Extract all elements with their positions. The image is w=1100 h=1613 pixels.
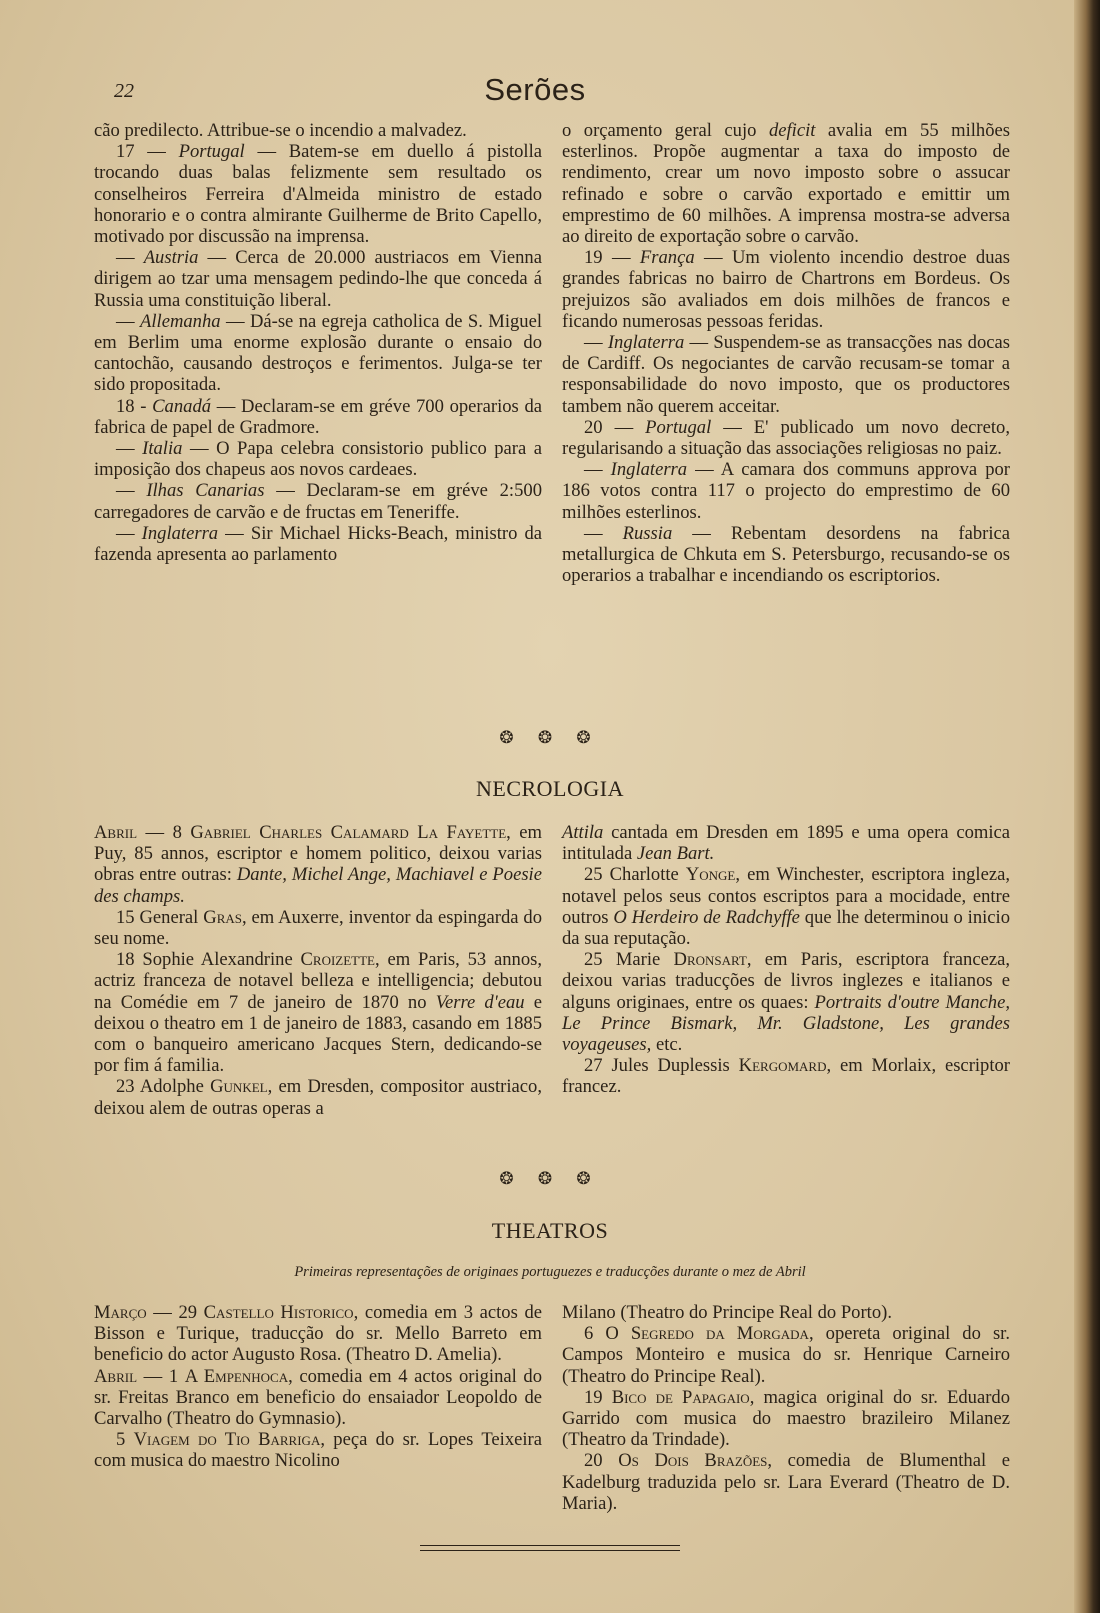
necrologia-title: NECROLOGIA: [476, 776, 624, 801]
section-ornament: ❂ ❂ ❂: [499, 728, 601, 747]
page-header: [110, 72, 960, 112]
entry-italic: Dante, Michel Ange, Machiavel e Poesie des champs.: [94, 864, 542, 907]
entry-text: , opereta original do sr. Campos Monteiro e musica do sr. Henrique Carneiro (Theatro do Principe Real).: [562, 1323, 1010, 1387]
entry-lead: 15 General: [116, 906, 204, 928]
list-entry: [562, 1323, 1010, 1387]
entry-italic: Portraits d'outre Manche, Le Prince Bismark, Mr. Gladstone, Les grandes voyageuses,: [562, 991, 1010, 1056]
entry-place: França: [639, 247, 695, 269]
entry-separator: —: [672, 522, 731, 544]
entry-text: cão predilecto. Attribue-se o incendio a malvadez.: [94, 120, 467, 141]
entry-name: Gabriel Charles Calamard La Fayette: [190, 822, 507, 843]
entry-place: Allemanha: [140, 310, 221, 332]
entry-name: A Empenhoca: [184, 1365, 289, 1387]
entry-name: Os Dois Brazões: [618, 1450, 768, 1472]
entry-date: 17 —: [116, 141, 179, 163]
book-spine-edge: [1074, 0, 1100, 1613]
entry-separator: —: [211, 395, 242, 417]
entry-place: Portugal: [178, 141, 245, 163]
entry-place: Austria: [143, 247, 199, 269]
entry-place: Russia: [622, 522, 673, 544]
entry-lead: 19: [584, 1386, 612, 1408]
entry-name: Viagem do Tio Barriga: [133, 1429, 321, 1451]
list-entry: [562, 1450, 1010, 1514]
entry-text: Declaram-se em gréve 700 operarios da fabrica de papel de Gradmore.: [94, 395, 543, 438]
entry-place: Ilhas Canarias: [146, 480, 265, 502]
list-entry: [94, 907, 542, 949]
entry-date: —: [116, 438, 143, 460]
theatros-left-column: [94, 1302, 542, 1472]
entry-place: Canadá: [152, 395, 212, 417]
entry-date: —: [116, 522, 142, 544]
entry-text: cantada em Dresden em 1895 e uma opera comica intitulada: [562, 822, 1010, 865]
entry-separator: —: [264, 480, 307, 502]
entry-italic-lead: Attila: [562, 822, 604, 843]
chronicle-entry: [94, 120, 542, 141]
entry-name: Bico de Papagaio: [611, 1386, 750, 1408]
list-entry: [562, 822, 1010, 864]
list-entry: [562, 1302, 1010, 1323]
entry-place: Portugal: [645, 416, 712, 438]
entry-separator: —: [182, 438, 217, 460]
entry-date: —: [584, 332, 608, 354]
entry-name: Croizette: [300, 949, 375, 971]
entry-text: , comedia em 4 actos original do sr. Freitas Branco em beneficio do ensaiador Leopoldo de Carvalho (Theatro do Gymnasio).: [94, 1365, 542, 1430]
list-entry: [94, 822, 542, 907]
entry-date: — 29: [146, 1302, 204, 1323]
entry-text: que lhe determinou o inicio da sua reputação.: [562, 906, 1010, 950]
chronicle-entry: [94, 438, 542, 480]
chronicle-entry: [562, 332, 1010, 417]
entry-place: Inglaterra: [141, 522, 219, 544]
entry-date: — 8: [137, 822, 191, 843]
list-entry: [562, 1387, 1010, 1451]
chronicle-entry: [562, 120, 1010, 247]
chronicle-entry: [94, 247, 542, 311]
entry-separator: —: [711, 416, 754, 438]
entry-lead: 18 Sophie Alexandrine: [116, 949, 301, 971]
necrologia-left-column: [94, 822, 542, 1119]
entry-text: Rebentam desordens na fabrica metallurgica de Chkuta em S. Petersburgo, recusando-se os operarios a trabalhar e incendiando os escriptorios.: [562, 522, 1011, 587]
entry-place: Inglaterra: [607, 332, 685, 354]
entry-month: Abril: [94, 822, 138, 843]
list-entry: [562, 1055, 1010, 1097]
entry-date: 19 —: [584, 247, 640, 269]
entry-text: A camara dos communs approva por 186 votos contra 117 o projecto do emprestimo de 60 milhões esterlinos.: [562, 459, 1010, 523]
entry-lead: 27 Jules Duplessis: [584, 1055, 739, 1077]
running-title: Serões: [484, 72, 586, 107]
chronicle-entry: [94, 141, 542, 247]
entry-place: Italia: [142, 438, 183, 460]
entry-separator: —: [694, 247, 732, 269]
entry-month: Abril: [94, 1365, 138, 1387]
entry-text: , em Morlaix, escriptor francez.: [562, 1055, 1010, 1098]
entry-lead: 25 Charlotte: [584, 864, 686, 886]
chronicle-entry: [562, 459, 1010, 523]
list-entry: [94, 1366, 542, 1430]
entry-lead: 20: [584, 1450, 619, 1472]
entry-name: Gras: [203, 906, 242, 928]
entry-name: Yonge: [685, 864, 736, 886]
section-ornament-2: ❂ ❂ ❂: [499, 1169, 601, 1188]
end-rule: [420, 1545, 680, 1546]
chronicle-entry: [562, 523, 1010, 587]
entry-date: — 1: [137, 1365, 185, 1387]
entry-text: Sir Michael Hicks-Beach, ministro da fazenda apresenta ao parlamento: [94, 522, 542, 566]
entry-separator: —: [220, 310, 250, 332]
chronicle-entry: [94, 480, 542, 522]
entry-text: , comedia em 3 actos de Bisson e Turique, traducção do sr. Mello Barreto em beneficio do actor Augusto Rosa. (Theatro D. Amelia).: [94, 1302, 542, 1366]
entry-lead: 5: [116, 1429, 134, 1451]
entry-italic: Verre d'eau: [435, 991, 525, 1013]
entry-text: O Papa celebra consistorio publico para a imposição dos chapeus aos novos cardeaes.: [94, 438, 543, 481]
entry-place: Inglaterra: [610, 459, 688, 481]
theatros-subtitle: Primeiras representações de originaes portuguezes e traducções durante o mez de Abril: [294, 1264, 806, 1280]
entry-name: Castello Historico: [203, 1302, 354, 1323]
chronicle-right-column: [562, 120, 1010, 586]
necrologia-right-column: [562, 822, 1010, 1098]
entry-text: Dá-se na egreja catholica de S. Miguel em Berlim uma enorme explosão durante o ensaio do cantochão, causando destroços e ferimentos. Julga-se ter sido propositada.: [94, 310, 542, 396]
entry-name: Dronsart: [673, 949, 747, 971]
entry-text: , em Puy, 85 annos, escriptor e homem politico, deixou varias obras entre outras:: [94, 822, 543, 886]
entry-text: , em Paris, 53 annos, actriz franceza de notavel belleza e intelligencia; debutou na Comédie em 7 de janeiro de 1870 no: [94, 949, 542, 1013]
entry-name: O Segredo da Morgada: [605, 1323, 809, 1345]
entry-lead: 25 Marie: [584, 949, 674, 971]
entry-text: e deixou o theatro em 1 de janeiro de 1883, casando em 1885 com o banqueiro americano Jacques Stern, dedicando-se por fim á familia.: [94, 991, 542, 1077]
chronicle-entry: [94, 523, 542, 565]
entry-date: —: [584, 459, 611, 481]
entry-date: —: [116, 247, 144, 269]
entry-date: 18 -: [116, 395, 153, 417]
list-entry: [94, 949, 542, 1076]
theatros-title: THEATROS: [491, 1218, 609, 1243]
entry-date: —: [584, 522, 623, 544]
entry-date: —: [116, 310, 140, 332]
entry-italic: Jean Bart.: [636, 843, 715, 865]
entry-separator: —: [198, 247, 236, 269]
entry-text: o orçamento geral cujo: [562, 120, 769, 141]
chronicle-left-column: [94, 120, 542, 565]
list-entry: [562, 864, 1010, 949]
entry-text: Um violento incendio destroe duas grandes fabricas no bairro de Chartrons em Bordeus. Os prejuizos são avaliados em dois milhões de francos e ficando numerosas pessoas feridas.: [562, 247, 1011, 332]
chronicle-entry: [562, 417, 1010, 459]
list-entry: [94, 1302, 542, 1366]
entry-text: , em Auxerre, inventor da espingarda do seu nome.: [94, 906, 543, 950]
entry-text: Cerca de 20.000 austriacos em Vienna dirigem ao tzar uma mensagem pedindo-lhe que conceda á Russia uma constituição liberal.: [94, 247, 542, 311]
entry-text: , peça do sr. Lopes Teixeira com musica do maestro Nicolino: [94, 1429, 542, 1472]
entry-text: , magica original do sr. Eduardo Garrido com musica do maestro brazileiro Milanez (Theatro da Trindade).: [562, 1386, 1010, 1451]
entry-text: , em Paris, escriptora franceza, deixou varias traducções de livros inglezes e italianos e alguns originaes, entre os quaes:: [562, 949, 1010, 1013]
entry-name: Gunkel: [210, 1076, 268, 1098]
end-rule-2: [420, 1550, 680, 1551]
entry-italic: deficit: [768, 120, 816, 141]
entry-text: , em Winchester, escriptora ingleza, notavel pelos seus contos escriptos para a mocidade, entre outros: [562, 864, 1010, 928]
entry-separator: —: [218, 522, 251, 544]
entry-text: Declaram-se em gréve 2:500 carregadores de carvão e de fructas em Teneriffe.: [94, 480, 542, 523]
entry-text: , comedia de Blumenthal e Kadelburg traduzida pelo sr. Lara Everard (Theatro de D. Maria).: [562, 1450, 1010, 1514]
entry-text: Suspendem-se as transacções nas docas de Cardiff. Os negociantes de carvão recusam-se tomar a responsabilidade do novo imposto, que os productores tambem não querem acceitar.: [562, 332, 1011, 417]
entry-lead: 6: [584, 1323, 606, 1345]
entry-text: E' publicado um novo decreto, regularisando a situação das associações religiosas no paiz.: [562, 416, 1010, 460]
entry-text: Batem-se em duello á pistolla trocando duas balas felizmente sem resultado os conselheiros Ferreira d'Almeida ministro de estado honorario e o contra almirante Guilherme de Brito Capello, motivado por discussão na imprensa.: [94, 141, 542, 248]
entry-separator: —: [244, 141, 289, 163]
entry-text: , em Dresden, compositor austriaco, deixou alem de outras operas a: [94, 1076, 542, 1119]
entry-separator: —: [687, 459, 721, 481]
list-entry: [94, 1076, 542, 1118]
entry-lead: 23 Adolphe: [116, 1076, 211, 1098]
chronicle-entry: [562, 247, 1010, 332]
list-entry: [562, 949, 1010, 1055]
entry-name: Kergomard: [738, 1055, 827, 1077]
theatros-right-column: [562, 1302, 1010, 1514]
entry-month: Março: [94, 1302, 147, 1323]
entry-separator: —: [684, 332, 714, 354]
entry-text: etc.: [651, 1034, 683, 1056]
page-number: 22: [114, 80, 134, 102]
entry-date: —: [116, 480, 147, 502]
chronicle-entry: [94, 396, 542, 438]
list-entry: [94, 1429, 542, 1471]
entry-text: Milano (Theatro do Principe Real do Porto).: [562, 1302, 892, 1323]
chronicle-entry: [94, 311, 542, 396]
entry-italic: O Herdeiro de Radchyffe: [613, 906, 800, 928]
entry-date: 20 —: [584, 416, 646, 438]
entry-text: avalia em 55 milhões esterlinos. Propõe augmentar a taxa do imposto de rendimento, crear um novo imposto sobre o assucar refinado e sobre o carvão exportado e emittir um emprestimo de 60 milhões. A imprensa mostra-se adversa ao direito de exportação sobre o carvão.: [562, 120, 1010, 248]
